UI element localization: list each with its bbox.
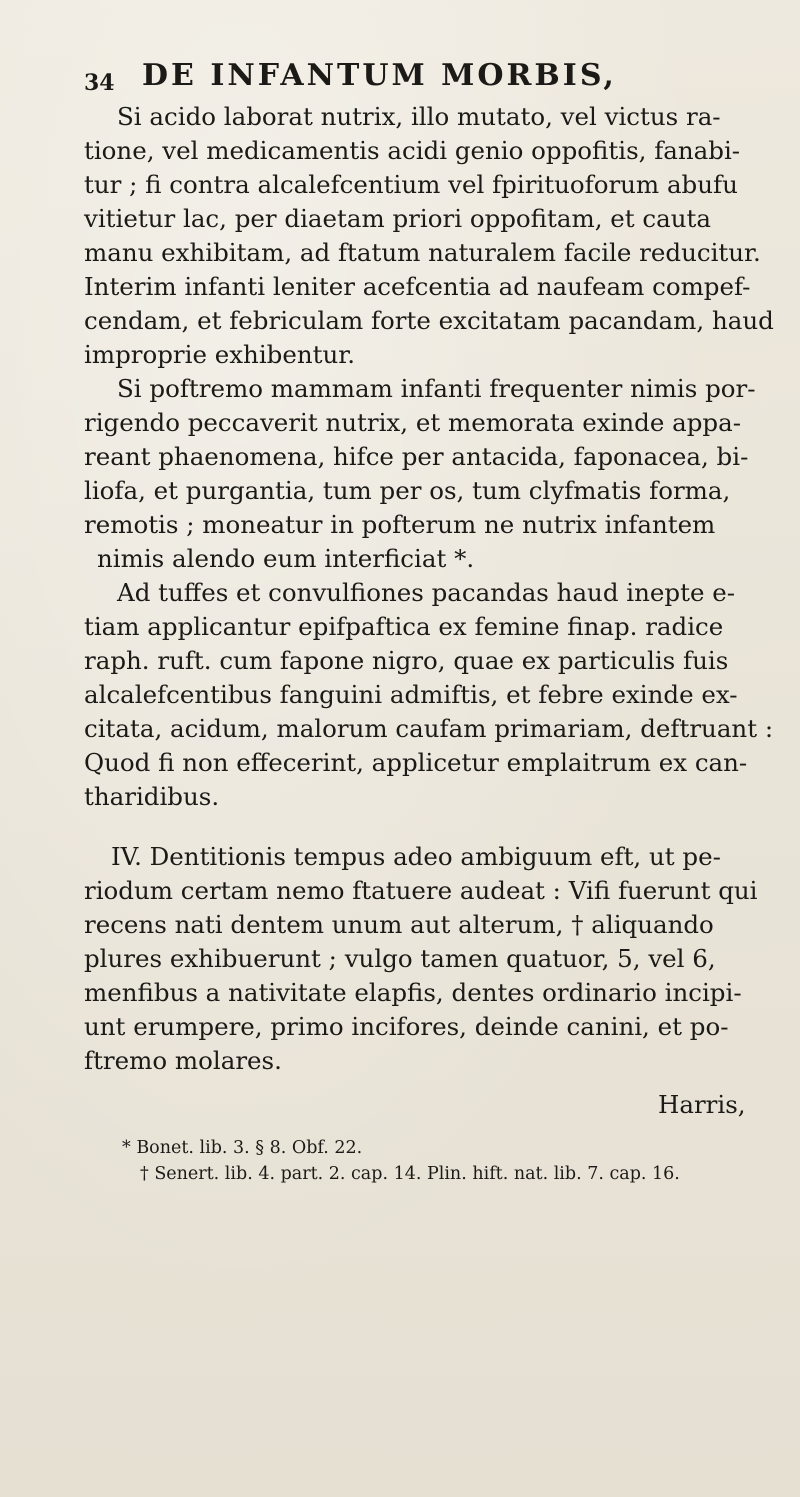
text-line: rigendo peccaverit nutrix, et memorata exinde appa- (84, 408, 741, 437)
text-line: raph. ruft. cum fapone nigro, quae ex particulis fuis (84, 646, 729, 675)
text-line: Si acido laborat nutrix, illo mutato, vel victus ra- (117, 102, 721, 131)
running-header (84, 58, 724, 108)
text-line: IV. Dentitionis tempus adeo ambiguum eft, ut pe- (111, 842, 721, 871)
text-line: alcalefcentibus fanguini admiftis, et febre exinde ex- (84, 680, 738, 709)
text-line: ftremo molares. (84, 1046, 282, 1075)
text-line: remotis ; moneatur in pofterum ne nutrix infantem (84, 510, 716, 539)
text-line: liofa, et purgantia, tum per os, tum clyfmatis forma, (84, 476, 731, 505)
text-line: manu exhibitam, ad ftatum naturalem facile reducitur. (84, 238, 761, 267)
text-line: riodum certam nemo ftatuere audeat : Vifi fuerunt qui (84, 876, 758, 905)
text-line: Ad tuffes et convulfiones pacandas haud inepte e- (117, 578, 736, 607)
text-line: Interim infanti leniter acefcentia ad naufeam compef- (84, 272, 751, 301)
text-line: recens nati dentem unum aut alterum, † aliquando (84, 910, 714, 939)
text-line: menfibus a nativitate elapfis, dentes ordinario incipi- (84, 978, 742, 1007)
text-line: unt erumpere, primo incifores, deinde canini, et po- (84, 1012, 729, 1041)
text-line: plures exhibuerunt ; vulgo tamen quatuor, 5, vel 6, (84, 944, 716, 973)
footnote: * Bonet. lib. 3. § 8. Obf. 22. (122, 1138, 363, 1158)
text-line: improprie exhibentur. (84, 340, 356, 369)
text-line: cendam, et febriculam forte excitatam pacandam, haud (84, 306, 774, 335)
text-line: Si poftremo mammam infanti frequenter nimis por- (117, 374, 756, 403)
text-line: reant phaenomena, hifce per antacida, faponacea, bi- (84, 442, 749, 471)
text-line: citata, acidum, malorum caufam primariam, deftruant : (84, 714, 774, 743)
text-line: tione, vel medicamentis acidi genio oppofitis, fanabi- (84, 136, 741, 165)
text-line: Quod fi non effecerint, applicetur emplaitrum ex can- (84, 748, 748, 777)
text-line: tiam applicantur epifpaftica ex femine finap. radice (84, 612, 724, 641)
running-title: DE INFANTUM MORBIS, (142, 58, 617, 93)
text-line: tharidibus. (84, 782, 220, 811)
footnote: † Senert. lib. 4. part. 2. cap. 14. Plin. hift. nat. lib. 7. cap. 16. (140, 1164, 680, 1184)
page-number: 34 (84, 70, 115, 96)
text-line: vitietur lac, per diaetam priori oppofitam, et cauta (84, 204, 711, 233)
text-line: nimis alendo eum interficiat *. (97, 544, 475, 573)
author-attribution: Harris, (658, 1090, 746, 1119)
text-line: tur ; fi contra alcalefcentium vel fpirituoforum abufu (84, 170, 738, 199)
